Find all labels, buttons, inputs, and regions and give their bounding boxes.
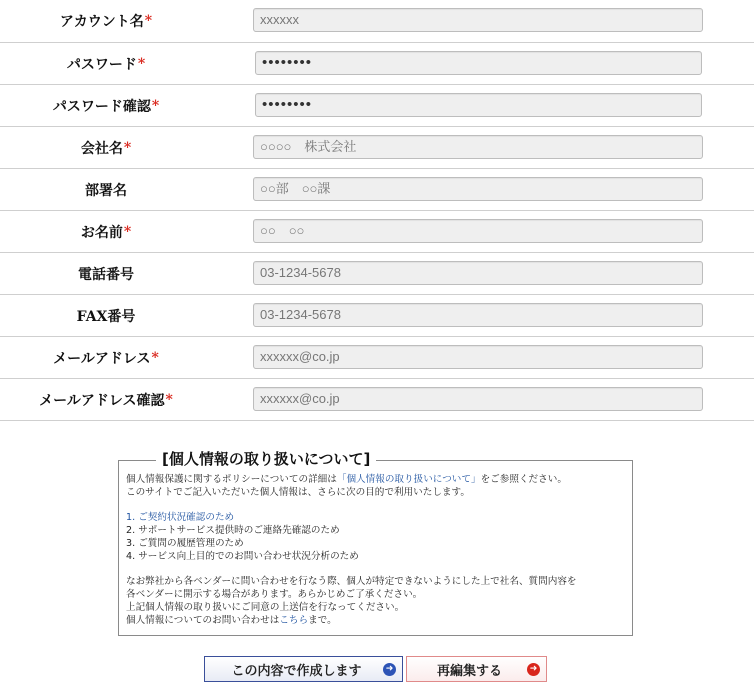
row-email-confirm bbox=[0, 379, 754, 421]
purpose-item: 1. ご契約状況確認のため bbox=[126, 512, 235, 524]
password-confirm-field[interactable]: •••••••• bbox=[255, 93, 702, 117]
arrow-right-icon: ➜ bbox=[527, 663, 540, 676]
company-name-field[interactable]: ○○○○ 株式会社 bbox=[253, 135, 703, 159]
purpose-item: 4. サービス向上目的でのお問い合わせ状況分析のため bbox=[126, 550, 359, 562]
create-button-label: この内容で作成します bbox=[231, 663, 362, 679]
purpose-item: 3. ご質問の履歴管理のため bbox=[126, 537, 244, 549]
email-field[interactable]: xxxxxx@co.jp bbox=[253, 345, 703, 369]
policy-contact: 個人情報についてのお問い合わせはこちらまで。 bbox=[126, 614, 337, 626]
account-name-label: アカウント名 * bbox=[59, 13, 153, 30]
password-field[interactable]: •••••••• bbox=[255, 51, 702, 75]
privacy-policy-title: [個人情報の取り扱いについて] bbox=[156, 449, 376, 469]
phone-field[interactable]: 03-1234-5678 bbox=[253, 261, 703, 285]
policy-note: 各ベンダーに開示する場合があります。あらかじめご了承ください。 bbox=[126, 589, 423, 601]
phone-label: 電話番号 bbox=[78, 266, 134, 283]
re-edit-button[interactable] bbox=[406, 656, 547, 682]
re-edit-button-label: 再編集する bbox=[436, 663, 502, 679]
company-name-label: 会社名 * bbox=[80, 139, 132, 157]
privacy-policy-link[interactable]: 「個人情報の取り扱いについて」 bbox=[336, 474, 481, 485]
policy-note: なお弊社から各ベンダーに問い合わせを行なう際、個人が特定できないようにした上で社名、質問内容を bbox=[126, 576, 577, 588]
row-fax bbox=[0, 295, 754, 337]
fax-label: FAX番号 bbox=[76, 308, 136, 325]
row-full-name bbox=[0, 211, 754, 253]
required-mark: * bbox=[137, 55, 146, 72]
policy-intro-line2: このサイトでご記入いただいた個人情報は、さらに次の目的で利用いたします。 bbox=[126, 486, 470, 498]
required-mark: * bbox=[151, 97, 160, 114]
privacy-policy-box bbox=[118, 450, 633, 636]
email-confirm-label: メールアドレス確認 * bbox=[39, 391, 173, 409]
row-account-name bbox=[0, 0, 754, 43]
required-mark: * bbox=[165, 391, 173, 408]
department-field[interactable]: ○○部 ○○課 bbox=[253, 177, 703, 201]
purpose-item: 2. サポートサービス提供時のご連絡先確認のため bbox=[126, 525, 340, 537]
email-confirm-field[interactable]: xxxxxx@co.jp bbox=[253, 387, 703, 411]
department-label: 部署名 bbox=[85, 182, 127, 199]
full-name-label: お名前 * bbox=[80, 223, 132, 241]
policy-intro: 個人情報保護に関するポリシーについての詳細は「個人情報の取り扱いについて」をご参照ください。 bbox=[126, 474, 567, 485]
password-label: パスワード * bbox=[66, 55, 146, 73]
full-name-field[interactable]: ○○ ○○ bbox=[253, 219, 703, 243]
password-confirm-label: パスワード確認 * bbox=[52, 97, 160, 115]
row-phone bbox=[0, 253, 754, 295]
required-mark: * bbox=[151, 349, 159, 366]
policy-note: 上記個人情報の取り扱いにご同意の上送信を行なってください。 bbox=[126, 601, 405, 613]
create-button[interactable] bbox=[204, 656, 403, 682]
account-name-field[interactable]: xxxxxx bbox=[253, 8, 703, 32]
row-department bbox=[0, 169, 754, 211]
required-mark: * bbox=[123, 223, 132, 240]
contact-link[interactable]: こちら bbox=[279, 614, 309, 626]
arrow-right-icon: ➜ bbox=[383, 663, 396, 676]
row-password-confirm bbox=[0, 85, 754, 127]
row-email bbox=[0, 337, 754, 379]
fax-field[interactable]: 03-1234-5678 bbox=[253, 303, 703, 327]
required-mark: * bbox=[123, 139, 132, 156]
row-password bbox=[0, 43, 754, 85]
email-label: メールアドレス * bbox=[53, 349, 159, 367]
required-mark: * bbox=[144, 13, 153, 29]
row-company-name bbox=[0, 127, 754, 169]
